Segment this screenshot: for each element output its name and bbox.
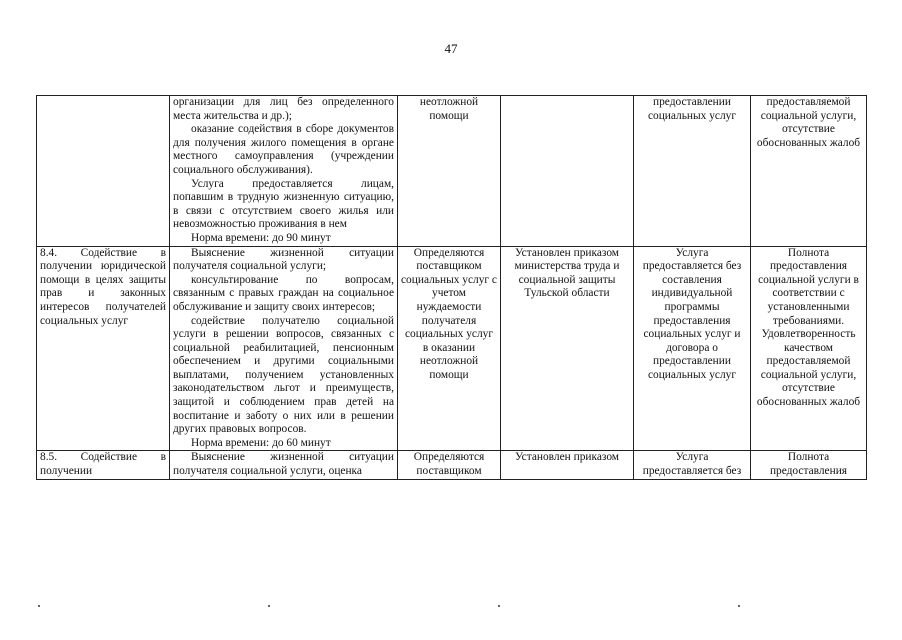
page-number: 47 [444, 41, 458, 56]
service-name-cell: 8.4. Содействие в получении юридической помощи в целях защиты прав и законных интересов получателей социальных услуг [37, 246, 170, 451]
quality-indicators-cell: Полнота предоставления [751, 451, 867, 479]
terms-cell: Определяются поставщиком [398, 451, 501, 479]
description-paragraph: консультирование по вопросам, связанным с правых граждан на социальное обслуживание и защиту своих интересов; [173, 273, 394, 313]
scan-speck [498, 605, 500, 607]
description-paragraph: организации для лиц без определенного места жительства и др.); [173, 96, 394, 122]
service-name-cell: 8.5. Содействие в получении [37, 451, 170, 479]
description-paragraph: оказание содействия в сборе документов для получения жилого помещения в органе местного самоуправления (учреждении социального обслуживания). [173, 123, 394, 176]
scan-speck [738, 605, 740, 607]
table-row [37, 451, 867, 479]
service-description-cell [170, 246, 398, 451]
scan-speck [268, 605, 270, 607]
description-paragraph: Услуга предоставляется лицам, попавшим в трудную жизненную ситуацию, в связи с отсутствием своего жилья или невозможностью проживания в нем [173, 177, 394, 231]
services-table [36, 95, 867, 480]
scan-specks [0, 605, 902, 611]
quality-indicators-cell: Полнота предоставления социальной услуги в соответствии с установленными требованиями. Удовлетворенность качеством предоставляемой социальной услуги, отсутствие обоснованных жалоб [751, 246, 867, 451]
terms-cell: неотложной помощи [398, 96, 501, 247]
service-name-cell [37, 96, 170, 247]
terms-cell: Определяются поставщиком социальных услуг с учетом нуждаемости получателя социальных услуг в оказании неотложной помощи [398, 246, 501, 451]
tariff-cell: Установлен приказом министерства труда и социальной защиты Тульской области [501, 246, 634, 451]
conditions-cell: Услуга предоставляется без [634, 451, 751, 479]
tariff-cell: Установлен приказом [501, 451, 634, 479]
service-description-cell [170, 96, 398, 247]
table-row [37, 96, 867, 247]
tariff-cell [501, 96, 634, 247]
time-norm: Норма времени: до 60 минут [191, 436, 331, 449]
conditions-cell: Услуга предоставляется без составления индивидуальной программы предоставления социальных услуг и договора о предоставлении социальных услуг [634, 246, 751, 451]
time-norm: Норма времени: до 90 минут [191, 231, 331, 244]
description-paragraph: Выяснение жизненной ситуации получателя социальной услуги, оценка [173, 451, 394, 478]
service-description-cell [170, 451, 398, 479]
quality-indicators-cell: предоставляемой социальной услуги, отсутствие обоснованных жалоб [751, 96, 867, 247]
table-row [37, 246, 867, 451]
conditions-cell: предоставлении социальных услуг [634, 96, 751, 247]
scan-speck [38, 605, 40, 607]
description-paragraph: Выяснение жизненной ситуации получателя социальной услуги; [173, 246, 394, 273]
description-paragraph: содействие получателю социальной услуги в решении вопросов, связанных с социальной реабилитацией, пенсионным обеспечением и другими социальными выплатами, получением установленных законодательством льгот и преимуществ, защитой и соблюдением прав детей на воспитание и заботу о них или в решении других правовых вопросов. [173, 314, 394, 436]
